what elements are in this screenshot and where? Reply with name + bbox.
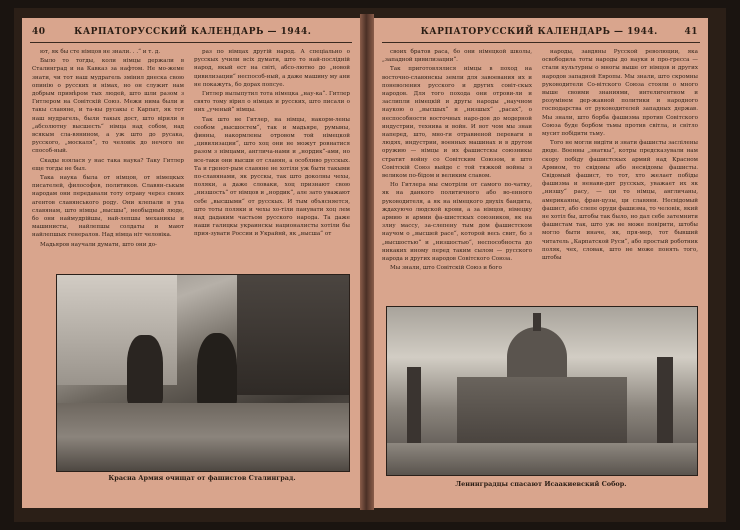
paragraph: Того не могли видіти и знати фашисты заслілены дюде. Военны „знаткы“, котры предсказували нам скору побіду фашистскых армий над Красном Армиом, то свідомы або несвідомы фашисты. Свідомый фашист, то тот, хто желает побіды фашизма и ненави-дит русскых, уважает их як „низшу“ расу, — ци то німцы, англичаны, америкаяны, фран-цузы, ци славяни. Несвідомый фашист, або слепе оруди фашизма, то человік, який не хотіл бы, штобы так было, но дал себе затемнити фашистам так, што уж не може повірити, штобы могло быти иначе, як, пря-мер, тот бывший читатель „Карпатской Руси“, або простый роботник поляк, чех, словак, што не може понять того, штобы — [542, 140, 698, 262]
tree-figure — [407, 367, 421, 447]
paragraph: народы, завдяны Русской революции, яка освободила тоты народы до науки и про-гресса — стали культурны о многы выше от німцов и других народов западной Европы. Мы знали, што скромны руководители Со-вітского Союза стояли о много выше своими знаниями, интелигентном и розумінем дер-жавной политики и народного господарства от руководителей западных держав. Мы знали, што борба фашизма против Совітского Союза буде борбом тьмы против світла, и світло мусит побідити тьму. — [542, 49, 698, 138]
book-gutter — [360, 14, 374, 510]
left-column-2 — [194, 48, 350, 276]
soldier-figure — [127, 335, 163, 405]
running-title: КАРПАТОРУССКИЙ КАЛЕНДАРЬ — 1944. — [74, 27, 312, 37]
soldier-figure — [197, 333, 237, 407]
paragraph: Мадьяров научали думати, што они до- — [40, 241, 157, 248]
dome-spire — [533, 313, 541, 331]
paragraph: Но Гитлера мы смотріли от самого по-чатку, як на данкого политичного або во-енного руководителя, а як на німецкого двухіх бандита, ждахуючо людской крови, а за німцов, німецку армию и армии фа-шистскых союзников, як на злиу массу, за-слепену тым дом фашистском научом о „высшей расе“, которой весь свит, бо з „высшостью“ и „низшостью“, неспособноста до никаких иному перед таким сылом — русского народа и других народов Совітского Союза. — [382, 182, 532, 263]
photo-caption: Ленинградцы спасают Исаакиевский Собор. — [455, 480, 627, 488]
paragraph: Было то тогды, коли німцы держали в Сталинград и на Кавказ за нафтом. Не мо-жеме знати, чи тот наш мудрагель змінил днеска свою опинію о русских и німах, но он служит нам добрым примѣром тых людей, што шли разом з Гитлером на Совітскій Союз. Межи нима были и такы славяне, и та-кы русакы с Карпат, як тот наш мудрагель, были такых дост, што вірили в „абсолютну высшесть“ німца над собом, над всякым сла-вянином, а уж штo до русака, русского, „москаля“, то человік до нечого не способ-ный. — [32, 58, 184, 155]
left-page-header — [32, 24, 350, 40]
paragraph: своих братов раса, бо они німецкой школы, „западной цивилизации“. — [382, 49, 532, 64]
rubble-ground — [57, 403, 349, 471]
ruined-building — [237, 275, 349, 395]
paragraph: Так приготовлялися німцы в поход на восточно-славянскы земли для завоевания их и поневоления русского и других совіт-скых народов. Для того похода они отрови-ли и заслипли німецкій и другы народы „научном наукою о „высшых“ и „низшых“ „расах“, о неспособности восточных наро-дов до модерной индустрии, технива и войн. И вот чом мы знаи наперед, што, мно-ги отравиеной переваги в людях, индустрии, военных машинах и в другом оружию — німцы и их фашистскы союзникы стратит войну со Совітским Союзом, и што Совітскій Союз выйде с той тяжкой войны з великом по-бідом и великим славом. — [382, 66, 532, 180]
paragraph: Така наука была от німцов, от німецкых писателей, философов, политиков. Славян-ськым народам они передавали тоту отраву через своих агентов славянського роду. Они клепали в уха славянам, што німцы „высшы“, необыдный люде, бо они наймудрійшы, най-лепшы механикы и машинисты, найлепшы солдаты и мают найлепшых генералов. Над німца ніт человіка. — [32, 175, 184, 239]
paragraph: Гитлер вылыпутил тота німецка „нау-ка“. Гитлер свято тому вірил о німцах и русских, што писали о них „ученый“ німцы. — [194, 91, 350, 114]
right-page-header — [384, 24, 698, 40]
stalingrad-photo — [56, 274, 350, 472]
header-rule — [30, 42, 352, 43]
page-number: 40 — [32, 27, 46, 37]
paragraph: Так што не Гитлер, на німцы, накорм-лены сеобом „высшостем“, так и мадьяре, румыны, финны, накормлены отровом той німецкой „цивилизации“, што хоц они не можут ровнатися разом з німцами, англича-нами и „нордик“-ами, но все-таки они высши от славян, а особливо русскых. Та и гденот-рым славяне не хотіли уж быти такыми по-славянами, як русскы, так што доколны чехы, поляки, а даже словаки, хоц признают свою „низшость“ от німцов и „нордик“, але зато уважают себе „высшыми“ от русскых. И тым объясняется, што тоты поляки и чехы хо-тіли панувати хоц лем над дадаким частьом русского народа. Та даже наши галицкы украинскы националисты хотіли бы прия-зувати России и Украйнй, як „высша“ от — [194, 116, 350, 238]
right-column-2 — [542, 48, 698, 302]
paragraph: Мы знали, што Совітскій Союз и бого — [390, 265, 502, 272]
photo-caption: Красна Армия очищат от фашистов Сталинград. — [108, 474, 296, 482]
running-title: КАРПАТОРУССКИЙ КАЛЕНДАРЬ — 1944. — [420, 27, 658, 37]
left-page — [22, 18, 360, 508]
cathedral-facade — [457, 377, 627, 443]
square-ground — [387, 443, 697, 475]
right-column-1 — [382, 48, 532, 302]
paragraph: ют, як бы сте німцов не знали. . .“ и т. д. — [40, 49, 161, 55]
header-rule — [382, 42, 700, 43]
paragraph: раз по німцах другій народ. А спеціально о русскых учили всіх думати, што то най-послідній народ, якый ест на світі, абсо-лютно до „новой цивилизации“ неспособ-ный, а даже машину му ани не покажуть, бо дорах попсуе. — [194, 49, 350, 88]
tree-figure — [657, 357, 673, 447]
isaac-cathedral-photo — [386, 306, 698, 476]
right-page — [374, 18, 708, 508]
paragraph: Скады взялася у нас така наука? Таку Гитлер еще тогды не был. — [32, 157, 184, 172]
left-column-1 — [32, 48, 184, 276]
page-number: 41 — [684, 27, 698, 37]
